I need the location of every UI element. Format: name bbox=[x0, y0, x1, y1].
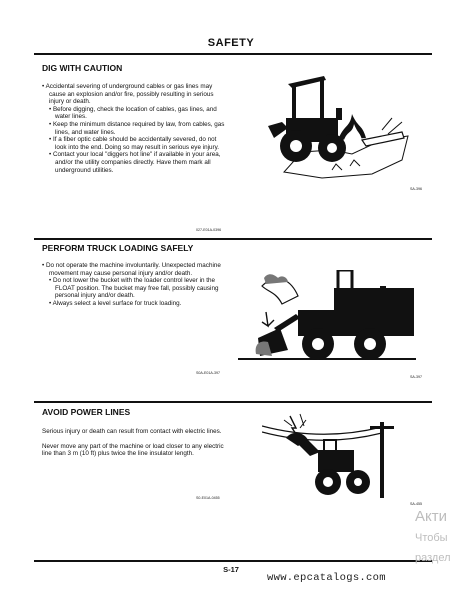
ref-code: S0A-E01A-397 bbox=[196, 371, 220, 375]
section-body bbox=[42, 262, 228, 308]
paragraph: • Before digging, check the location of cables, gas lines, and water lines. bbox=[49, 105, 217, 121]
paragraph: Serious injury or death can result from contact with electric lines. bbox=[42, 428, 222, 435]
paragraph: Never move any part of the machine or load closer to any electric line than 3 m (10 ft) plus twice the line insulator length. bbox=[42, 442, 224, 458]
figure-ref: SA-397 bbox=[410, 375, 422, 379]
section-title: PERFORM TRUCK LOADING SAFELY bbox=[42, 243, 194, 253]
website-link[interactable]: www.epcatalogs.com bbox=[267, 572, 386, 584]
paragraph: • Always select a level surface for truck loading. bbox=[49, 299, 182, 307]
paragraph: • Do not operate the machine involuntarily. Unexpected machine movement may cause personal injury and/or death. bbox=[42, 262, 221, 277]
section-rule bbox=[34, 238, 432, 240]
watermark-line: Акти bbox=[415, 508, 447, 525]
paragraph: • Keep the minimum distance required by law, from cables, gas lines, and water lines. bbox=[49, 120, 225, 136]
section-body bbox=[42, 83, 228, 174]
section-rule bbox=[34, 401, 432, 403]
section-title: AVOID POWER LINES bbox=[42, 407, 131, 417]
figure-ref: SA-396 bbox=[410, 187, 422, 191]
paragraph: • Contact your local "diggers hot line" if available in your area, and/or the utility companies directly. Have them mark all underground utilities. bbox=[49, 151, 221, 174]
paragraph: • Do not lower the bucket with the loader control lever in the FLOAT position. The bucket may free fall, possibly causing personal injury and/or death. bbox=[49, 277, 219, 300]
paragraph: • Accidental severing of underground cables or gas lines may cause an explosion and/or fire, possibly resulting in serious injury or death. bbox=[42, 83, 214, 106]
title-rule bbox=[34, 53, 432, 55]
watermark-line: Чтобы bbox=[415, 532, 448, 544]
figure-ref: SA-455 bbox=[410, 502, 422, 506]
paragraph: • If a fiber optic cable should be accidentally severed, do not look into the end. Doing so may result in serious eye injury. bbox=[49, 136, 220, 151]
ref-code: 027-E01A-0396 bbox=[196, 228, 222, 232]
footer-rule bbox=[34, 560, 432, 562]
ref-code: S0-E01A-0455 bbox=[196, 496, 220, 500]
section-body bbox=[42, 428, 228, 458]
page-number: S-17 bbox=[223, 565, 239, 574]
loader-digging-fire-illustration bbox=[262, 74, 410, 182]
paragraph-gap bbox=[42, 436, 228, 443]
page-title: SAFETY bbox=[207, 37, 255, 49]
loader-power-lines-illustration bbox=[262, 412, 410, 498]
section-title: DIG WITH CAUTION bbox=[42, 63, 123, 73]
loader-truck-loading-illustration bbox=[238, 270, 416, 366]
watermark-line: раздел bbox=[415, 552, 451, 564]
